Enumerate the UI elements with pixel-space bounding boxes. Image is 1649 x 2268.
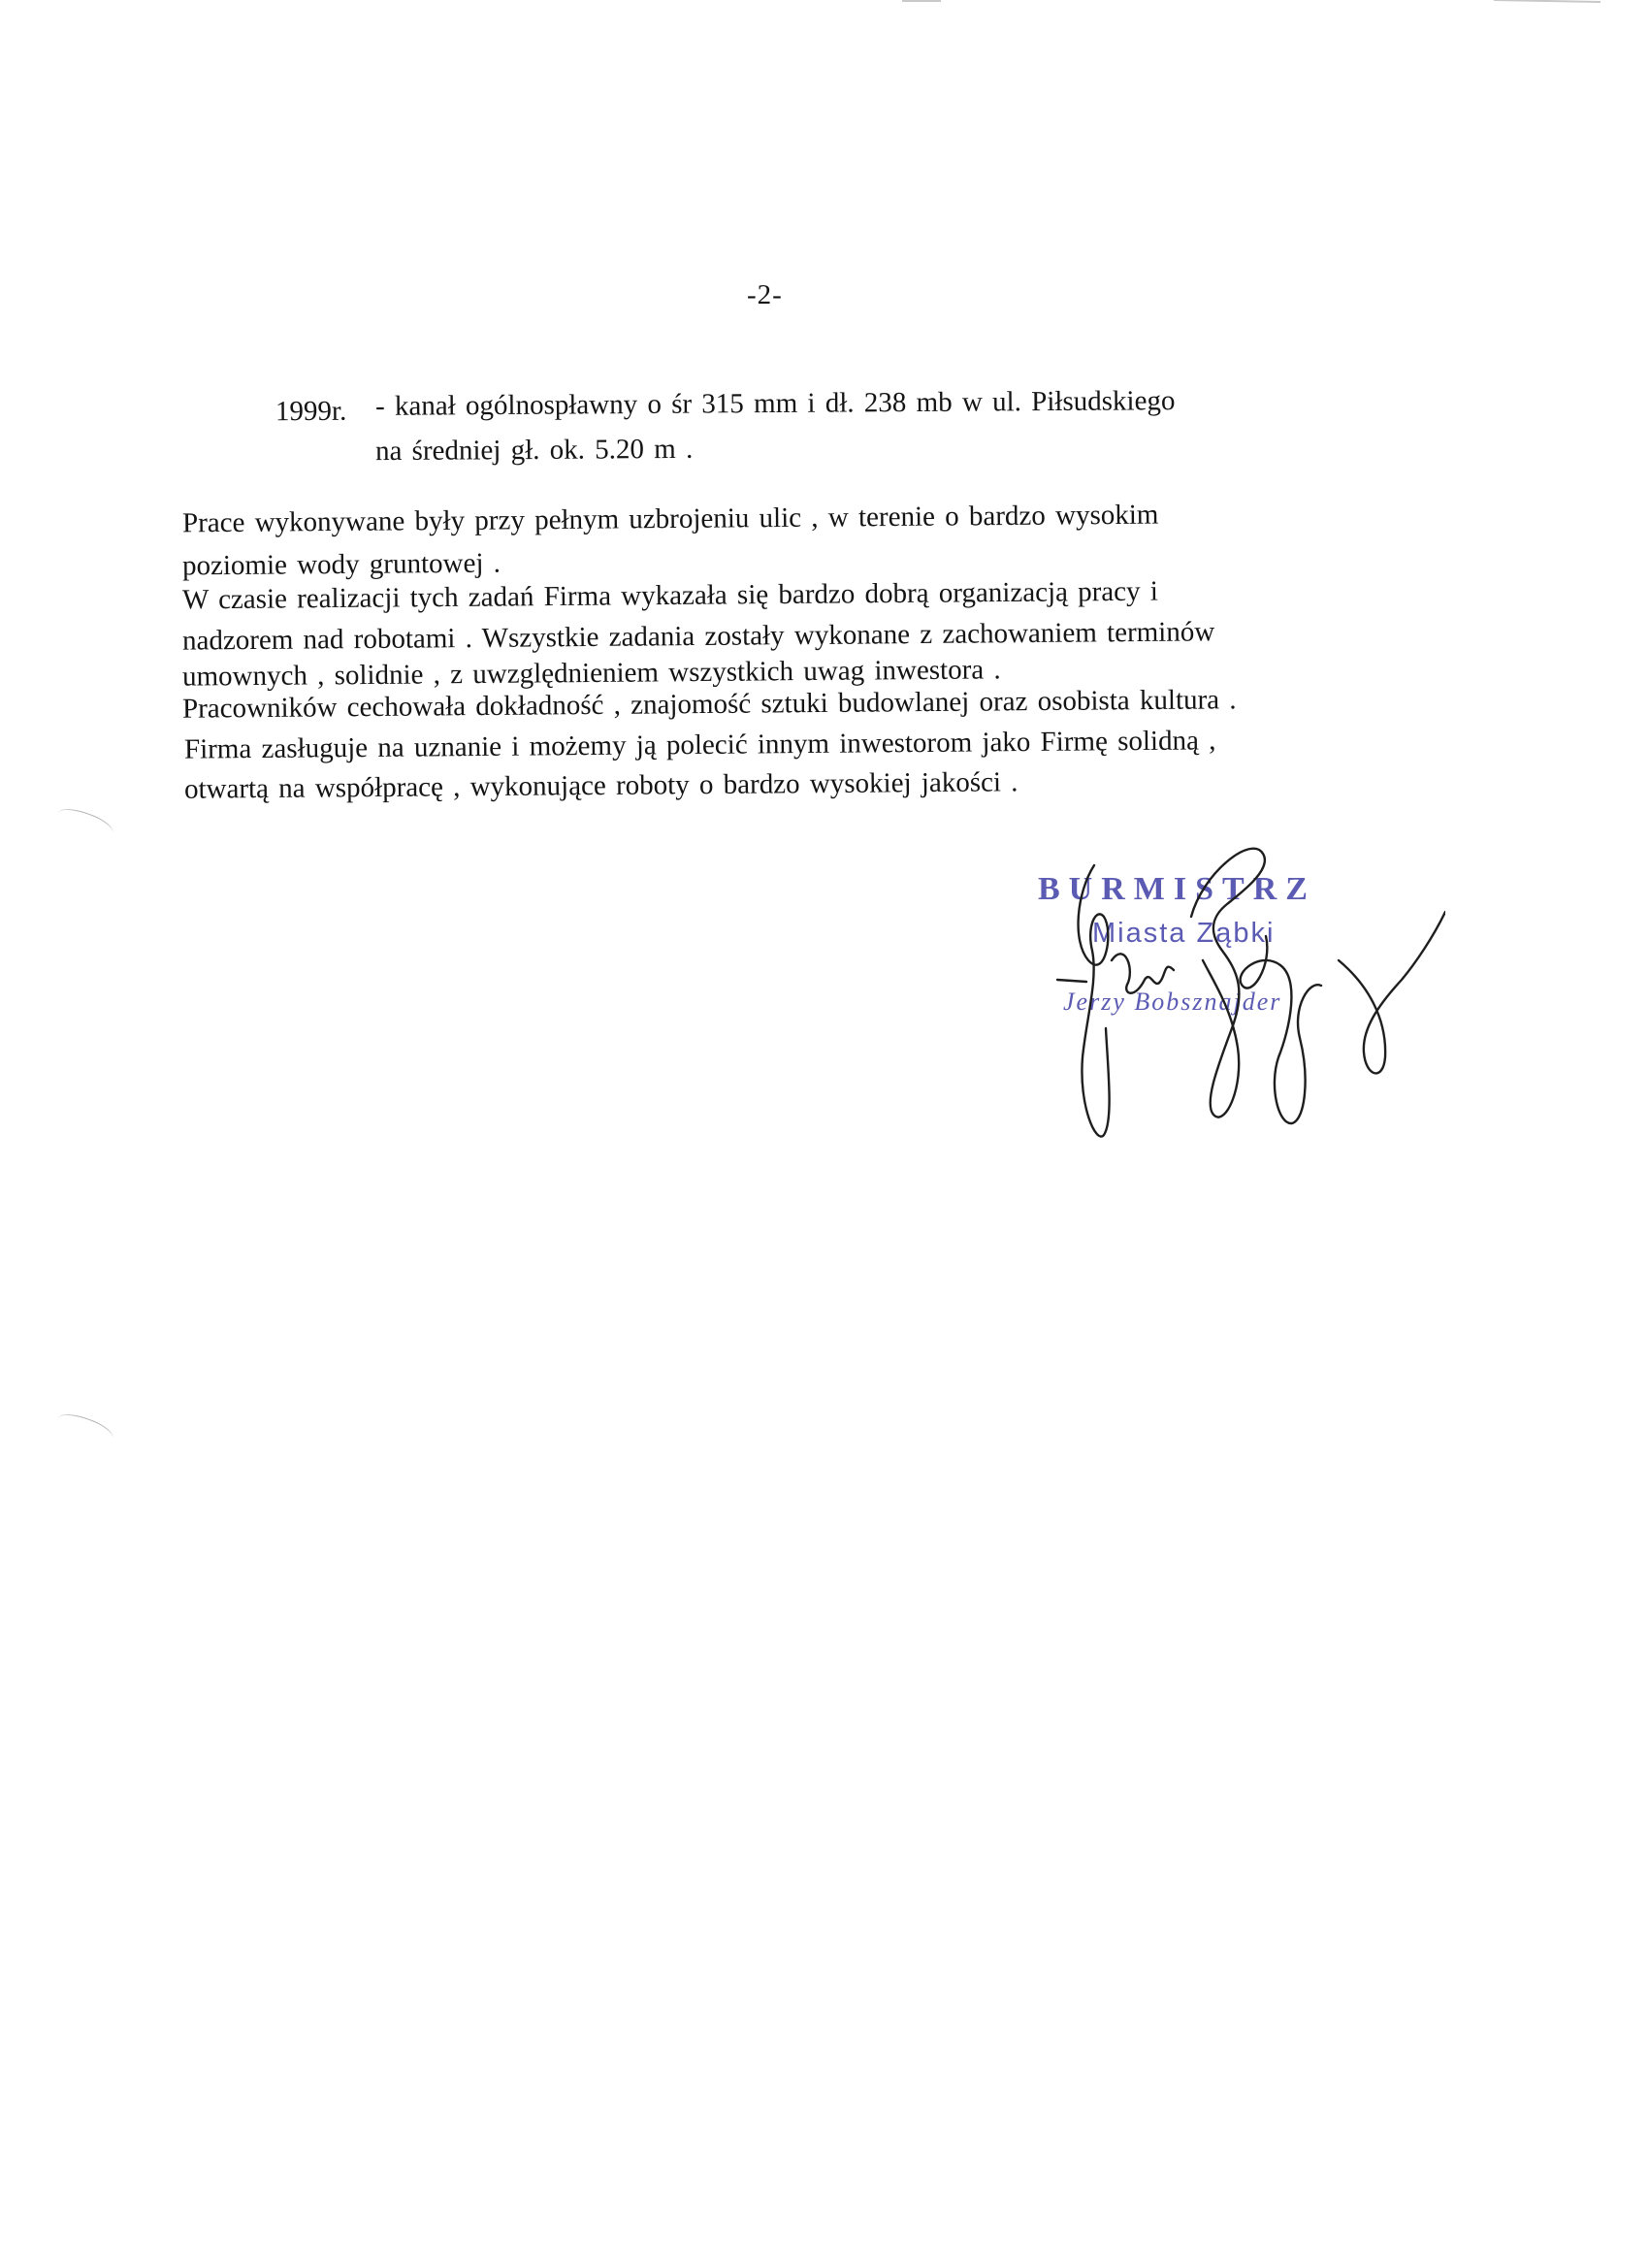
stamp-title: BURMISTRZ: [1038, 871, 1316, 907]
body-line: umownych , solidnie , z uwzględnieniem wszystkich uwag inwestora .: [181, 654, 1001, 693]
scan-edge-top-mark: [1494, 0, 1600, 3]
page-number: -2-: [747, 279, 783, 310]
stamp-name: Jerzy Bobsznajder: [1063, 988, 1282, 1016]
body-line: Prace wykonywane były przy pełnym uzbrojeniu ulic , w terenie o bardzo wysokim: [181, 499, 1159, 539]
scan-edge-top-mark: [902, 0, 941, 2]
body-line: nadzorem nad robotami . Wszystkie zadania zostały wykonane z zachowaniem terminów: [181, 616, 1215, 657]
stamp-city: Miasta Ząbki: [1092, 918, 1276, 949]
entry-year: 1999r.: [275, 395, 347, 428]
scan-mark: [54, 803, 116, 842]
scan-mark: [54, 1409, 116, 1447]
signature-stamp: [1018, 815, 1445, 1164]
body-line: otwartą na współpracę , wykonujące roboty o bardzo wysokiej jakości .: [183, 766, 1018, 805]
body-line: W czasie realizacji tych zadań Firma wykazała się bardzo dobrą organizacją pracy i: [181, 575, 1159, 616]
body-line: Pracowników cechowała dokładność , znajomość sztuki budowlanej oraz osobista kultura .: [181, 684, 1237, 725]
body-line: poziomie wody gruntowej .: [181, 547, 501, 582]
entry-line-2: na średniej gł. ok. 5.20 m .: [374, 433, 694, 468]
entry-line-1: - kanał ogólnospławny o śr 315 mm i dł. 238 mb w ul. Piłsudskiego: [374, 385, 1176, 422]
body-line: Firma zasługuje na uznanie i możemy ją polecić innym inwestorom jako Firmę solidną ,: [183, 725, 1216, 765]
